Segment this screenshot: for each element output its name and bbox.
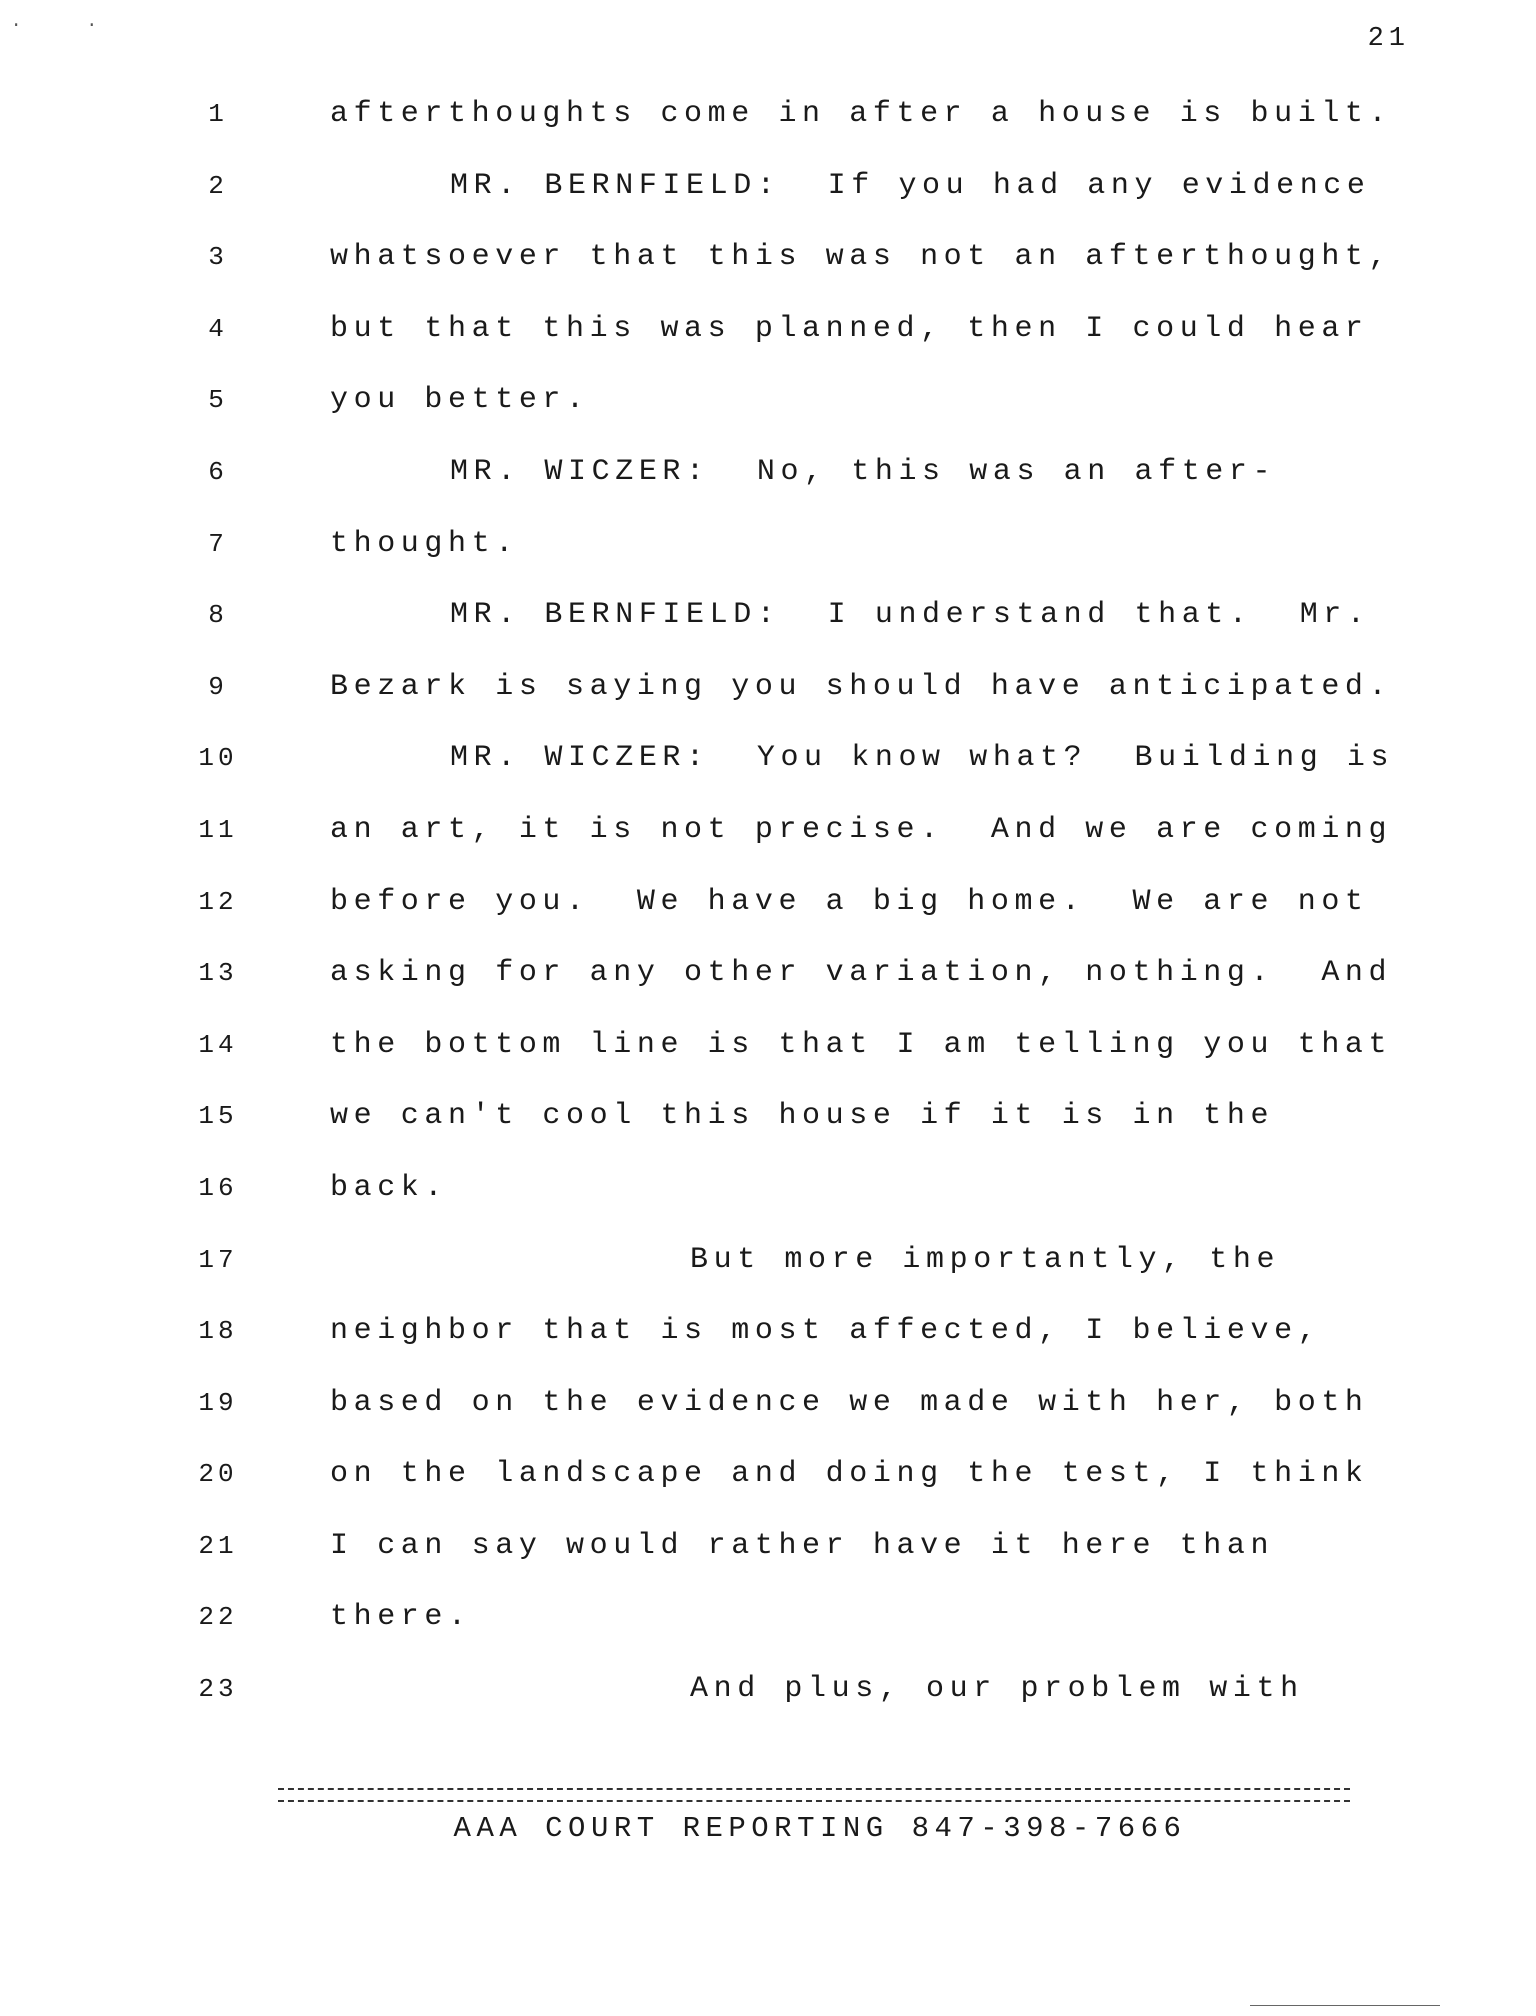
line-number: 9 [208,671,228,702]
transcript-line [0,665,1536,737]
line-text: MR. BERNFIELD: If you had any evidence [450,168,1371,203]
line-number: 14 [198,1029,238,1060]
line-number: 17 [198,1244,238,1275]
line-text: before you. We have a big home. We are not [330,884,1369,919]
line-number: 1 [208,99,228,129]
transcript-line [0,235,1536,307]
line-text: asking for any other variation, nothing. And [330,956,1393,991]
line-text: afterthoughts come in after a house is built. [330,97,1393,131]
line-text: the bottom line is that I am telling you that [330,1027,1393,1062]
transcript-line [0,378,1536,450]
line-number: 22 [198,1602,238,1633]
line-text: I can say would rather have it here than [330,1528,1275,1563]
line-text: MR. BERNFIELD: I understand that. Mr. [450,598,1371,633]
transcript-line [0,1452,1536,1524]
line-number: 20 [198,1459,238,1490]
line-number: 11 [198,814,238,845]
line-text: thought. [330,526,519,561]
line-number: 19 [198,1387,238,1418]
transcript-line [0,522,1536,594]
transcript-line [0,1595,1536,1667]
transcript-line [0,164,1536,236]
transcript-line [0,1023,1536,1095]
line-text: you better. [330,383,590,418]
footer-divider [278,1788,1350,1802]
transcript-line [0,736,1536,808]
line-number: 3 [208,242,228,273]
line-number: 23 [198,1674,238,1705]
transcript-line [0,593,1536,665]
line-number: 6 [208,456,228,487]
line-text: on the landscape and doing the test, I think [330,1457,1369,1492]
transcript-line [0,1238,1536,1310]
line-text: Bezark is saying you should have anticipated. [330,669,1393,704]
line-number: 12 [198,886,238,917]
line-number: 5 [208,385,228,416]
corner-mark [1250,2005,1440,2006]
transcript-line [0,880,1536,952]
line-text: MR. WICZER: You know what? Building is [450,741,1395,776]
transcript-line [0,1381,1536,1453]
line-number: 15 [198,1101,238,1132]
line-number: 21 [198,1530,238,1561]
line-text: an art, it is not precise. And we are coming [330,812,1393,847]
line-number: 4 [208,313,228,344]
line-number: 8 [208,600,228,631]
line-text: whatsoever that this was not an afterthought, [330,240,1393,275]
footer-reporter: AAA COURT REPORTING 847-398-7666 [453,1812,1187,1845]
line-number: 16 [198,1172,238,1203]
page-number: 21 [1367,24,1410,54]
transcript-line [0,1094,1536,1166]
line-number: 18 [198,1316,238,1347]
transcript-line [0,450,1536,522]
transcript-body [0,92,1536,1739]
line-number: 10 [198,743,238,774]
scan-marks: · · [0,16,98,36]
line-text: neighbor that is most affected, I believe, [330,1314,1322,1349]
line-text: there. [330,1600,472,1635]
transcript-line [0,307,1536,379]
line-text: And plus, our problem with [690,1672,1304,1707]
line-text: based on the evidence we made with her, both [330,1385,1369,1420]
transcript-line [0,92,1536,164]
line-number: 13 [198,958,238,989]
transcript-line [0,1667,1536,1739]
line-number: 2 [208,170,228,201]
line-text: back. [330,1170,449,1205]
transcript-line [0,1524,1536,1596]
line-text: we can't cool this house if it is in the [330,1099,1275,1134]
line-text: But more importantly, the [690,1242,1281,1277]
line-text: but that this was planned, then I could hear [330,311,1369,346]
line-number: 7 [208,528,228,559]
line-text: MR. WICZER: No, this was an after- [450,454,1277,489]
transcript-line [0,951,1536,1023]
transcript-line [0,808,1536,880]
transcript-line [0,1309,1536,1381]
transcript-line [0,1166,1536,1238]
